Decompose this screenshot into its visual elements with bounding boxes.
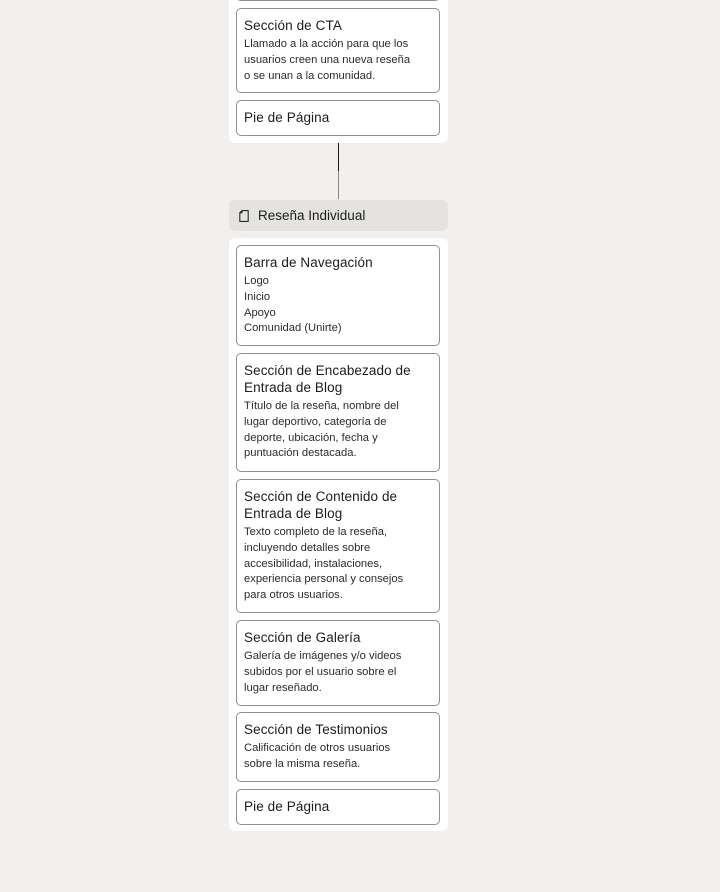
section-card-title: Sección de Encabezado de Entrada de Blog bbox=[244, 363, 411, 395]
section-card-description: Calificación de otros usuarios sobre la misma reseña. bbox=[244, 742, 391, 770]
section-card-description: Llamado a la acción para que los usuarios creen una nueva reseña o se unan a la comunidad. bbox=[244, 38, 411, 82]
page-icon bbox=[239, 210, 249, 222]
page-node-label: Reseña Individual bbox=[258, 208, 366, 223]
connector-line bbox=[338, 143, 339, 171]
section-card-blog-content[interactable] bbox=[236, 479, 440, 613]
section-card-description: Logo Inicio Apoyo Comunidad (Unirte) bbox=[244, 275, 342, 335]
section-card-gallery[interactable] bbox=[236, 620, 440, 706]
section-card-title: Sección de Galería bbox=[244, 630, 361, 645]
section-card-title: Sección de Testimonios bbox=[244, 722, 388, 737]
section-card-description: Título de la reseña, nombre del lugar deportivo, categoría de deporte, ubicación, fecha y puntuación destacada. bbox=[244, 400, 399, 460]
section-card-footer[interactable] bbox=[236, 100, 440, 136]
section-card-title: Barra de Navegación bbox=[244, 255, 373, 270]
section-card-title: Pie de Página bbox=[244, 799, 330, 814]
page-sections-group bbox=[229, 238, 448, 831]
section-card-title: Sección de Contenido de Entrada de Blog bbox=[244, 489, 398, 521]
section-card-description: Texto completo de la reseña, incluyendo detalles sobre accesibilidad, instalaciones, experiencia personal y consejos para otros usuarios. bbox=[244, 526, 404, 602]
section-card-navbar[interactable] bbox=[236, 245, 440, 346]
section-card-footer[interactable] bbox=[236, 789, 440, 825]
section-card-cta[interactable] bbox=[236, 8, 440, 93]
section-card-testimonials[interactable] bbox=[236, 712, 440, 782]
connector-line bbox=[338, 171, 339, 199]
section-card-description: Galería de imágenes y/o videos subidos por el usuario sobre el lugar reseñado. bbox=[244, 650, 402, 694]
section-card-previous[interactable] bbox=[236, 0, 440, 1]
top-section-group bbox=[229, 0, 448, 143]
section-card-title: Sección de CTA bbox=[244, 18, 342, 33]
section-card-blog-header[interactable] bbox=[236, 353, 440, 472]
section-card-title: Pie de Página bbox=[244, 110, 330, 125]
page-node-header[interactable] bbox=[229, 200, 448, 231]
